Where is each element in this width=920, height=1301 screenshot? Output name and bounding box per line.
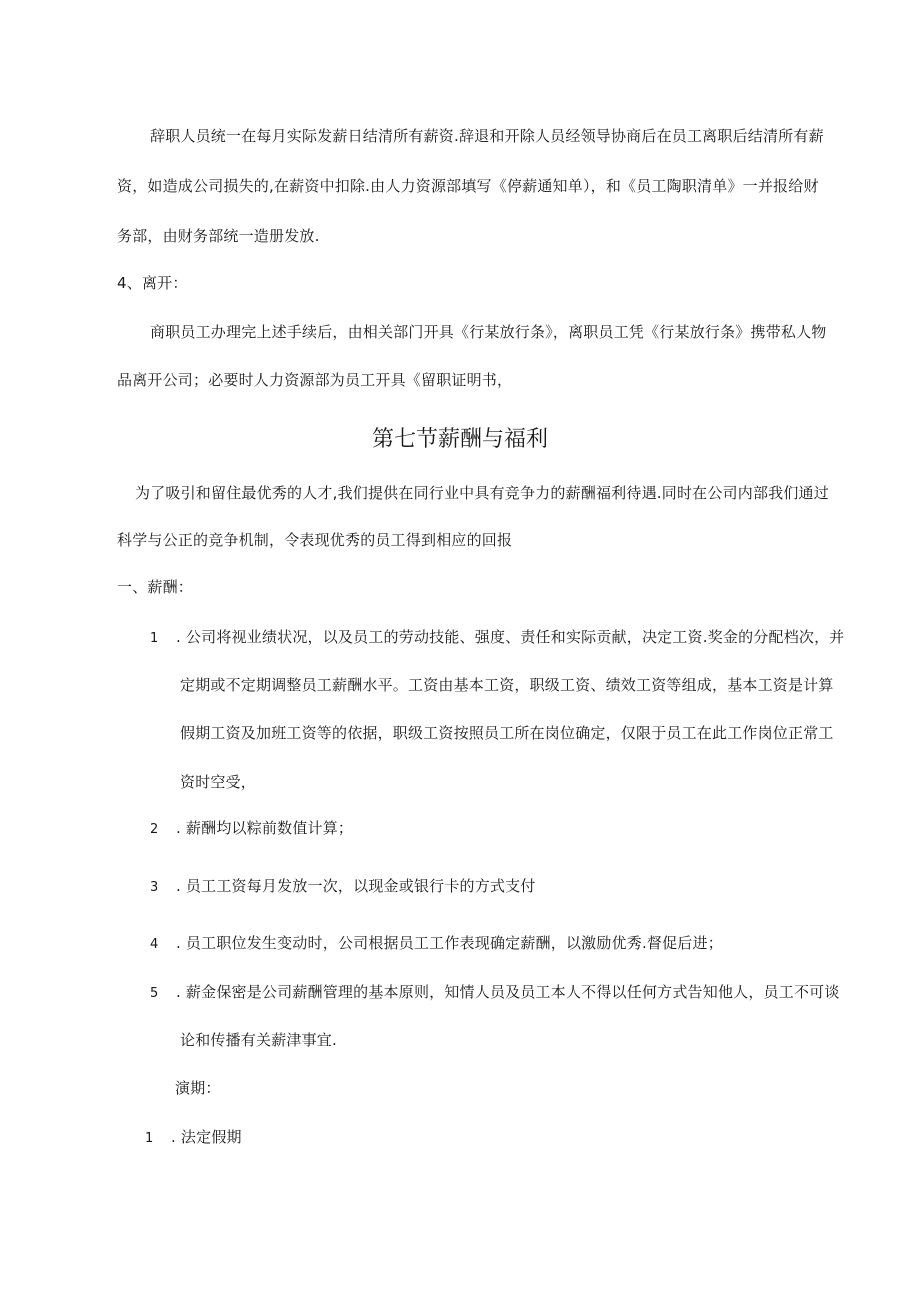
item-text: . 法定假期 [171, 1128, 242, 1146]
intro-line-2: 科学与公正的竞争机制，令表现优秀的员工得到相应的回报 [117, 531, 513, 549]
resignation-paragraph-line-1: 辞职人员统一在每月实际发薪日结清所有薪资.辞退和开除人员经领导协商后在员工离职后结清所有薪 [150, 127, 824, 145]
item-number: 1 [145, 1131, 154, 1146]
item-number: 5 [150, 986, 159, 1001]
intro-line-1: 为了吸引和留住最优秀的人才,我们提供在同行业中具有竞争力的薪酬福利待遇.同时在公司内部我们通过 [135, 484, 829, 502]
resignation-paragraph-line-2: 资，如造成公司损失的,在薪资中扣除.由人力资源部填写《停薪通知单），和《员工陶职清单》一并报给财 [117, 177, 819, 195]
leaving-paragraph-line-2: 品离开公司；必要时人力资源部为员工开具《留职证明书， [117, 371, 513, 389]
resignation-paragraph-line-3: 务部，由财务部统一造册发放. [117, 227, 320, 245]
item-number: 1 [150, 631, 159, 646]
item-text: . 薪酬均以粽前数值计算； [176, 819, 354, 837]
leaving-paragraph-line-1: 商职员工办理完上述手续后，由相关部门开具《行某放行条》，离职员工凭《行某放行条》携带私人物 [150, 323, 827, 341]
leave-heading: 演期： [175, 1079, 221, 1097]
item-text: . 员工职位发生变动时，公司根据员工工作表现确定薪酬，以激励优秀.督促后进； [176, 934, 723, 952]
salary-item-1-line-4: 资时空受， [180, 773, 257, 791]
salary-heading: 一、薪酬： [117, 578, 194, 596]
section-4-heading: 4、离开： [117, 274, 188, 292]
salary-item-1-line-2: 定期或不定期调整员工薪酬水平。工资由基本工资，职级工资、绩效工资等组成，基本工资是计算 [180, 676, 834, 694]
leave-item-1 [145, 1127, 242, 1149]
item-number: 3 [150, 880, 159, 895]
item-number: 2 [150, 822, 159, 837]
salary-item-1-line-3: 假期工资及加班工资等的依据，职级工资按照员工所在岗位确定，仅限于员工在此工作岗位正常工 [180, 724, 834, 742]
salary-item-3 [150, 876, 536, 898]
chapter-title: 第七节薪酬与福利 [371, 427, 548, 452]
salary-item-5-line-2: 论和传播有关薪津事宜. [180, 1031, 337, 1049]
item-number: 4 [150, 937, 159, 952]
item-text: . 薪金保密是公司薪酬管理的基本原则，知情人员及员工本人不得以任何方式告知他人，员工不可谈 [176, 983, 840, 1001]
salary-item-5-line-1 [150, 982, 840, 1004]
item-text: . 公司将视业绩状况，以及员工的劳动技能、强度、责任和实际贡献，决定工资.奖金的分配档次，并 [176, 628, 845, 646]
salary-item-2 [150, 818, 353, 840]
item-text: . 员工工资每月发放一次，以现金或银行卡的方式支付 [176, 877, 536, 895]
salary-item-1-line-1 [150, 627, 845, 649]
salary-item-4 [150, 933, 723, 955]
